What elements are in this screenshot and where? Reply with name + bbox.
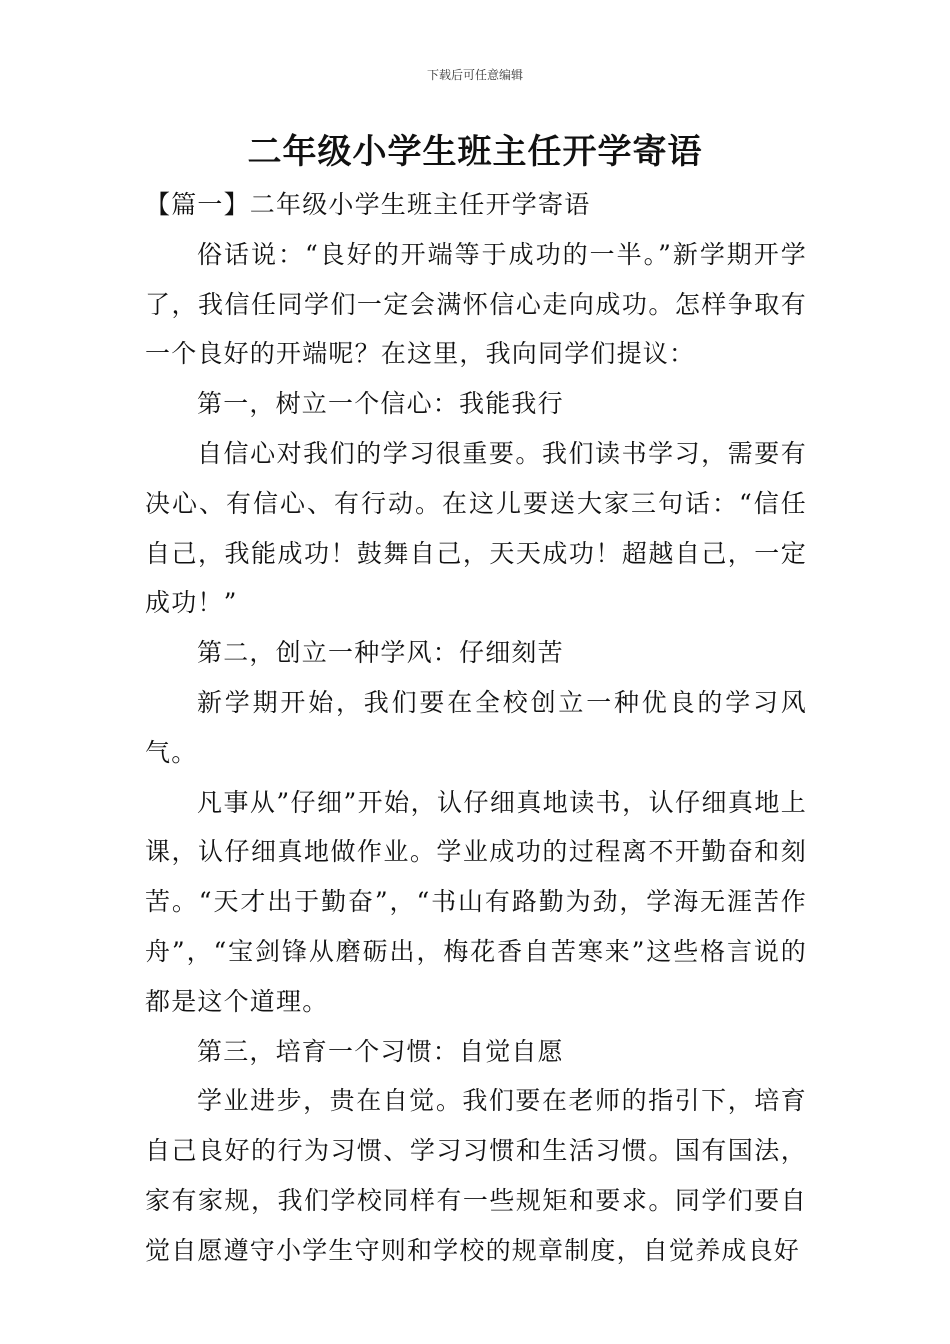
paragraph-diligence: 凡事从”仔细”开始，认仔细真地读书，认仔细真地上课，认仔细真地做作业。学业成功的过程离不开勤奋和刻苦。“天才出于勤奋”，“书山有路勤为劲，学海无涯苦作舟”，“宝剑锋从磨砺出，梅花香自苦寒来”这些格言说的都是这个道理。 [145,787,807,1016]
heading-point-two: 第二，创立一种学风：仔细刻苦 [197,638,564,668]
paragraph-new-semester: 新学期开始，我们要在全校创立一种优良的学习风气。 [145,687,807,767]
heading-point-one: 第一，树立一个信心：我能我行 [197,389,564,419]
paragraph-intro: 俗话说：“良好的开端等于成功的一半。”新学期开学了，我信任同学们一定会满怀信心走向成功。怎样争取有一个良好的开端呢？在这里，我向同学们提议： [145,239,807,369]
paragraph-habits: 学业进步，贵在自觉。我们要在老师的指引下，培育自己良好的行为习惯、学习习惯和生活习惯。国有国法，家有家规，我们学校同样有一些规矩和要求。同学们要自觉自愿遵守小学生守则和学校的规章制度，自觉养成良好 [145,1086,807,1265]
section-label: 【篇一】二年级小学生班主任开学寄语 [145,190,591,219]
document-body [145,180,807,1276]
paragraph-confidence: 自信心对我们的学习很重要。我们读书学习，需要有决心、有信心、有行动。在这儿要送大家三句话：“信任自己，我能成功！鼓舞自己，天天成功！超越自己，一定成功！” [145,438,807,618]
heading-point-three: 第三，培育一个习惯：自觉自愿 [197,1036,564,1066]
document-title: 二年级小学生班主任开学寄语 [247,132,703,172]
page-header-note: 下载后可任意编辑 [426,68,523,82]
